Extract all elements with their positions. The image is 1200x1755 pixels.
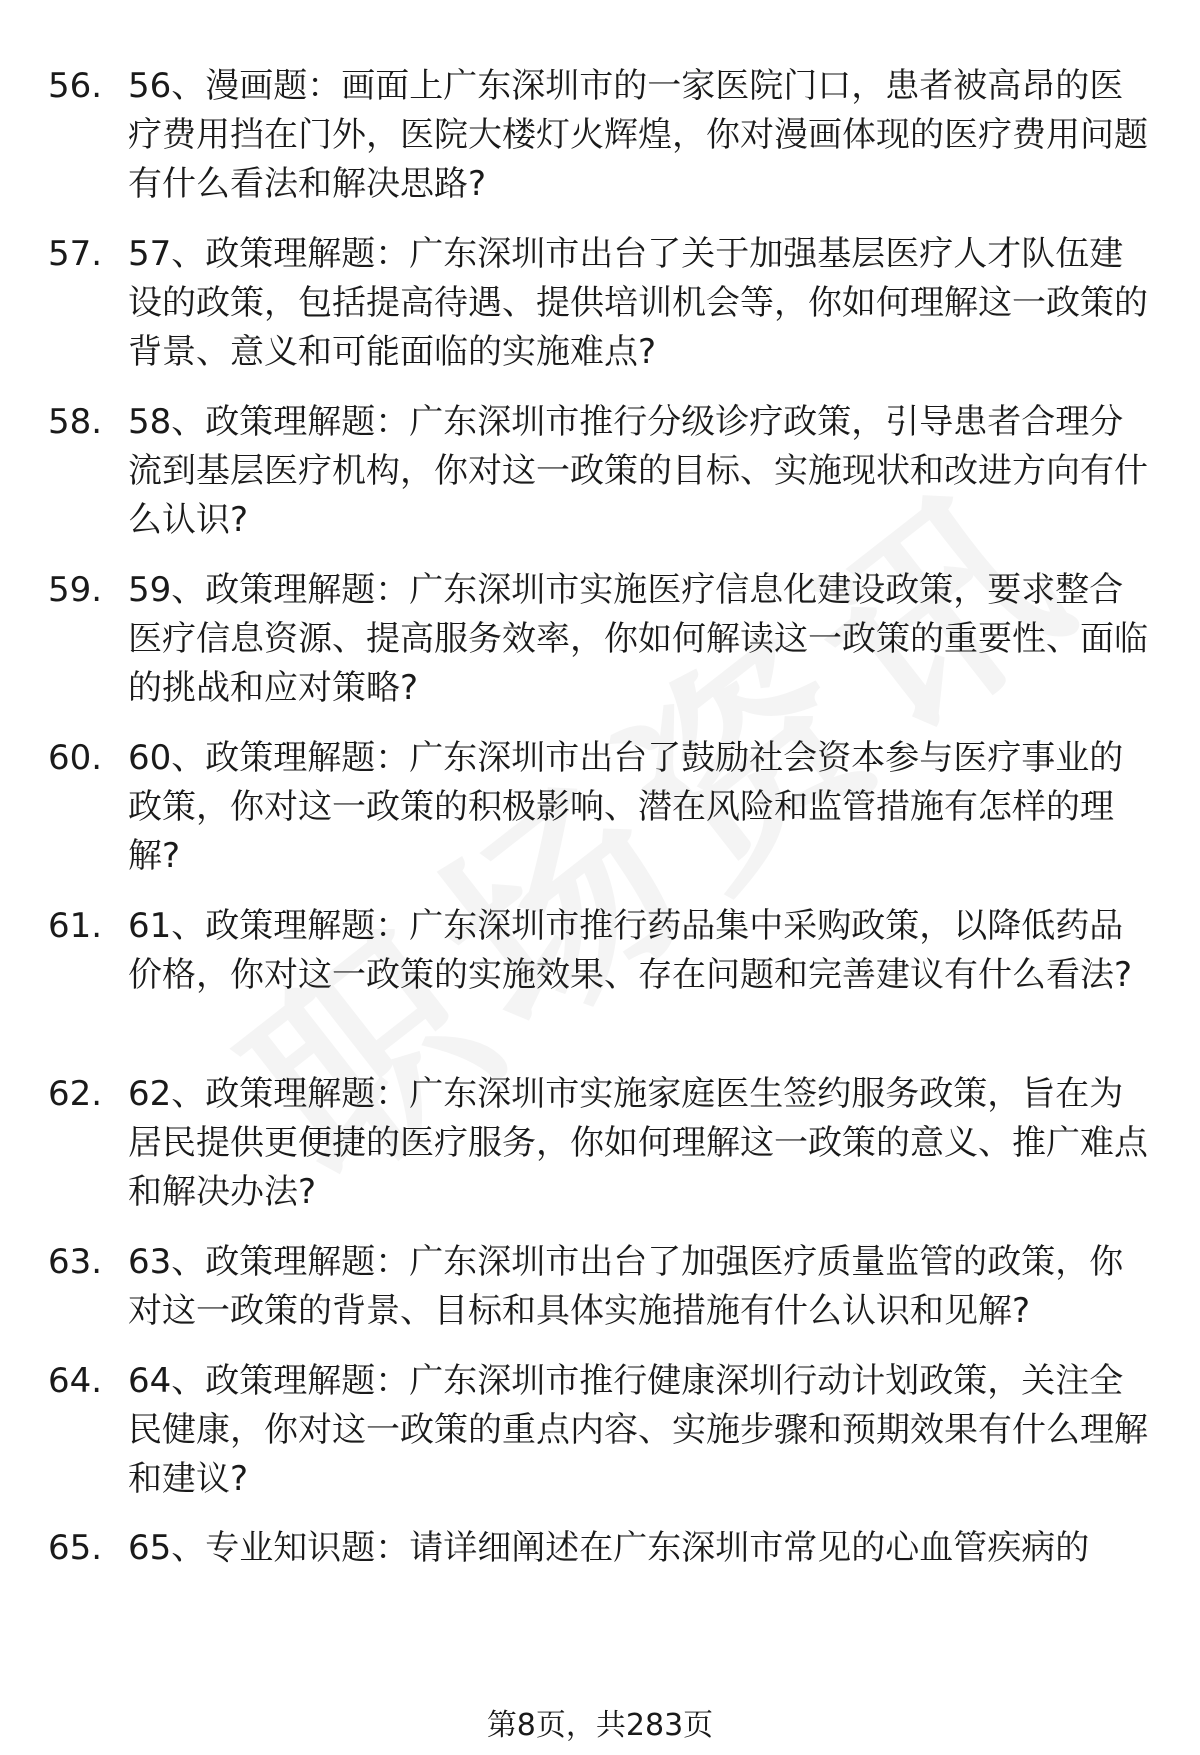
item-text: 56、漫画题：画面上广东深圳市的一家医院门口，患者被高昂的医疗费用挡在门外，医院大楼灯火辉煌，你对漫画体现的医疗费用问题有什么看法和解决思路? bbox=[128, 66, 1148, 204]
item-number: 56. bbox=[48, 66, 103, 106]
item-text: 60、政策理解题：广东深圳市出台了鼓励社会资本参与医疗事业的政策，你对这一政策的积极影响、潜在风险和监管措施有怎样的理解? bbox=[128, 738, 1124, 876]
item-number: 64. bbox=[48, 1361, 103, 1401]
list-item bbox=[0, 566, 1200, 716]
list-item bbox=[0, 1524, 1200, 1574]
item-number: 62. bbox=[48, 1074, 103, 1114]
list-item bbox=[0, 1357, 1200, 1507]
list-item bbox=[0, 62, 1200, 212]
item-number: 61. bbox=[48, 906, 103, 946]
item-text: 57、政策理解题：广东深圳市出台了关于加强基层医疗人才队伍建设的政策，包括提高待遇、提供培训机会等，你如何理解这一政策的背景、意义和可能面临的实施难点? bbox=[128, 234, 1148, 372]
item-number: 59. bbox=[48, 570, 103, 610]
list-item bbox=[0, 734, 1200, 884]
list-item bbox=[0, 1070, 1200, 1220]
item-text: 65、专业知识题：请详细阐述在广东深圳市常见的心血管疾病的 bbox=[128, 1528, 1090, 1568]
list-item bbox=[0, 230, 1200, 380]
item-text: 63、政策理解题：广东深圳市出台了加强医疗质量监管的政策，你对这一政策的背景、目标和具体实施措施有什么认识和见解? bbox=[128, 1242, 1124, 1331]
item-number: 58. bbox=[48, 402, 103, 442]
item-text: 61、政策理解题：广东深圳市推行药品集中采购政策，以降低药品价格，你对这一政策的实施效果、存在问题和完善建议有什么看法? bbox=[128, 906, 1133, 995]
item-number: 60. bbox=[48, 738, 103, 778]
page-footer: 第8页，共283页 bbox=[486, 1708, 714, 1743]
list-item bbox=[0, 1238, 1200, 1338]
list-item bbox=[0, 398, 1200, 548]
item-text: 64、政策理解题：广东深圳市推行健康深圳行动计划政策，关注全民健康，你对这一政策的重点内容、实施步骤和预期效果有什么理解和建议? bbox=[128, 1361, 1148, 1499]
item-number: 57. bbox=[48, 234, 103, 274]
item-text: 58、政策理解题：广东深圳市推行分级诊疗政策，引导患者合理分流到基层医疗机构，你对这一政策的目标、实施现状和改进方向有什么认识? bbox=[128, 402, 1148, 540]
list-item bbox=[0, 902, 1200, 1052]
item-text: 62、政策理解题：广东深圳市实施家庭医生签约服务政策，旨在为居民提供更便捷的医疗服务，你如何理解这一政策的意义、推广难点和解决办法? bbox=[128, 1074, 1148, 1212]
item-number: 65. bbox=[48, 1528, 103, 1568]
item-number: 63. bbox=[48, 1242, 103, 1282]
item-text: 59、政策理解题：广东深圳市实施医疗信息化建设政策，要求整合医疗信息资源、提高服务效率，你如何解读这一政策的重要性、面临的挑战和应对策略? bbox=[128, 570, 1148, 708]
